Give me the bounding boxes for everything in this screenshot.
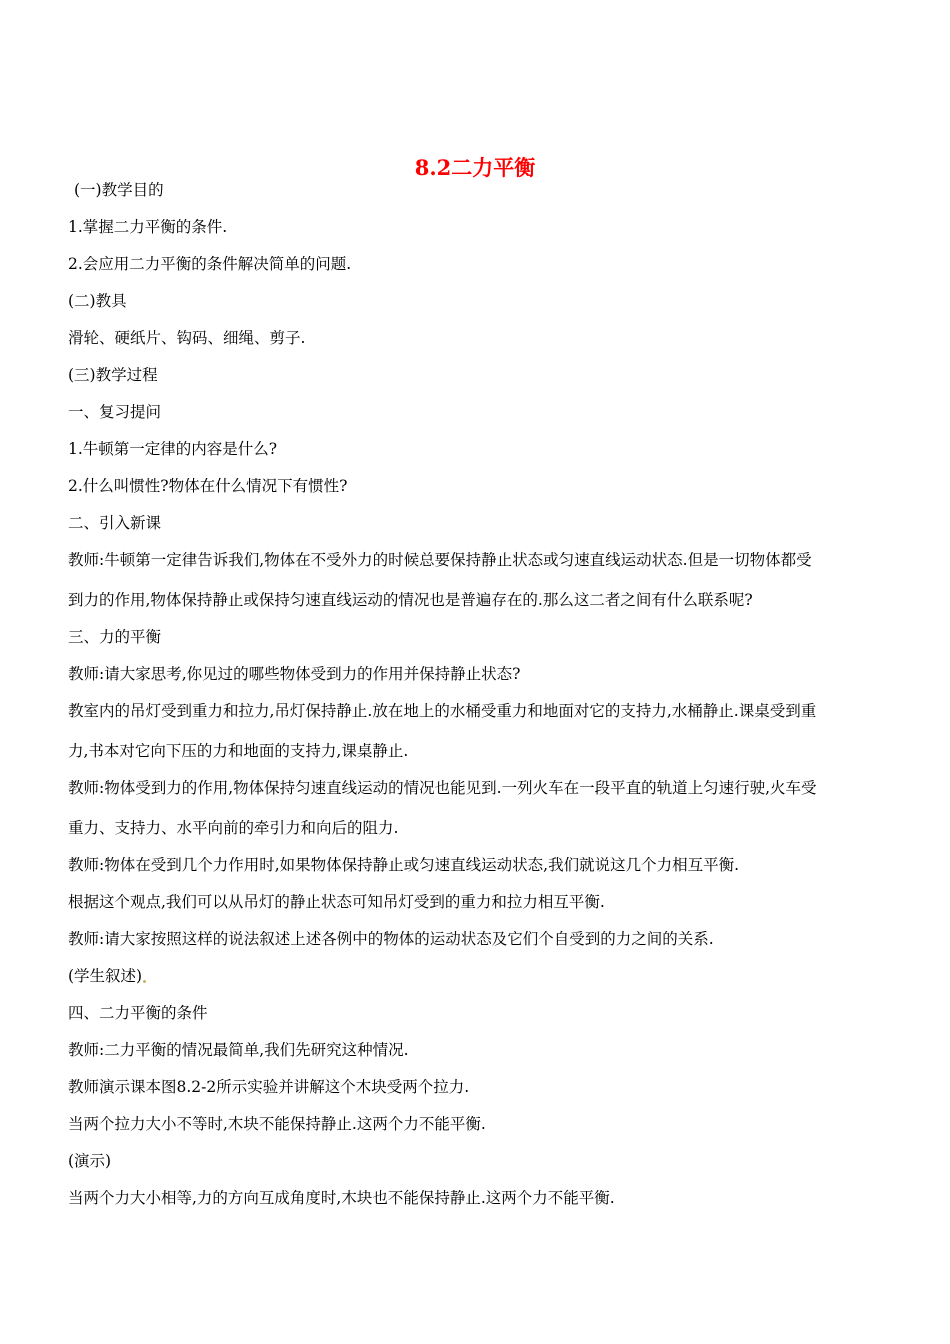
objective-item-2: 2.会应用二力平衡的条件解决简单的问题. bbox=[68, 255, 352, 273]
paragraph-line: 教师:物体受到力的作用,物体保持匀速直线运动的情况也能见到.一列火车在一段平直的轨道上匀速行驶,火车受 bbox=[68, 779, 817, 797]
section-heading-tools: (二)教具 bbox=[68, 292, 127, 310]
paragraph-line: 力,书本对它向下压的力和地面的支持力,课桌静止. bbox=[68, 742, 409, 760]
paragraph-line: 教师演示课本图8.2-2所示实验并讲解这个木块受两个拉力. bbox=[68, 1078, 470, 1096]
paragraph-line: 当两个力大小相等,力的方向互成角度时,木块也不能保持静止.这两个力不能平衡. bbox=[68, 1189, 615, 1207]
paragraph-line: 教师:物体在受到几个力作用时,如果物体保持静止或匀速直线运动状态,我们就说这几个力相互平衡. bbox=[68, 856, 740, 874]
subsection-conditions: 四、二力平衡的条件 bbox=[68, 1004, 208, 1022]
paragraph-line: 当两个拉力大小不等时,木块不能保持静止.这两个力不能平衡. bbox=[68, 1115, 486, 1133]
review-question-2: 2.什么叫惯性?物体在什么情况下有惯性? bbox=[68, 477, 348, 495]
paragraph-line: 教师:牛顿第一定律告诉我们,物体在不受外力的时候总要保持静止状态或匀速直线运动状态.但是一切物体都受 bbox=[68, 551, 812, 569]
tools-list: 滑轮、硬纸片、钩码、细绳、剪子. bbox=[68, 329, 306, 347]
paragraph-line: 教室内的吊灯受到重力和拉力,吊灯保持静止.放在地上的水桶受重力和地面对它的支持力,水桶静止.课桌受到重 bbox=[68, 702, 817, 720]
section-heading-objectives: (一)教学目的 bbox=[74, 181, 164, 199]
paragraph-line: 到力的作用,物体保持静止或保持匀速直线运动的情况也是普遍存在的.那么这二者之间有什么联系呢? bbox=[68, 591, 753, 609]
paragraph-line bbox=[68, 965, 888, 987]
section-heading-process: (三)教学过程 bbox=[68, 366, 158, 384]
subsection-review: 一、复习提问 bbox=[68, 403, 162, 421]
dot-mark bbox=[143, 980, 146, 983]
paragraph-line: 根据这个观点,我们可以从吊灯的静止状态可知吊灯受到的重力和拉力相互平衡. bbox=[68, 893, 605, 911]
objective-item-1: 1.掌握二力平衡的条件. bbox=[68, 218, 228, 236]
paragraph-line: 重力、支持力、水平向前的牵引力和向后的阻力. bbox=[68, 819, 399, 837]
paragraph-line: (演示) bbox=[68, 1152, 112, 1170]
page-title: 8.2二力平衡 bbox=[414, 155, 536, 180]
paragraph-line: 教师:请大家思考,你见过的哪些物体受到力的作用并保持静止状态? bbox=[68, 665, 521, 683]
review-question-1: 1.牛顿第一定律的内容是什么? bbox=[68, 440, 278, 458]
subsection-balance: 三、力的平衡 bbox=[68, 628, 162, 646]
subsection-intro: 二、引入新课 bbox=[68, 514, 162, 532]
student-narration: (学生叙述) bbox=[68, 967, 143, 985]
paragraph-line: 教师:二力平衡的情况最简单,我们先研究这种情况. bbox=[68, 1041, 409, 1059]
paragraph-line: 教师:请大家按照这样的说法叙述上述各例中的物体的运动状态及它们个自受到的力之间的关系. bbox=[68, 930, 714, 948]
